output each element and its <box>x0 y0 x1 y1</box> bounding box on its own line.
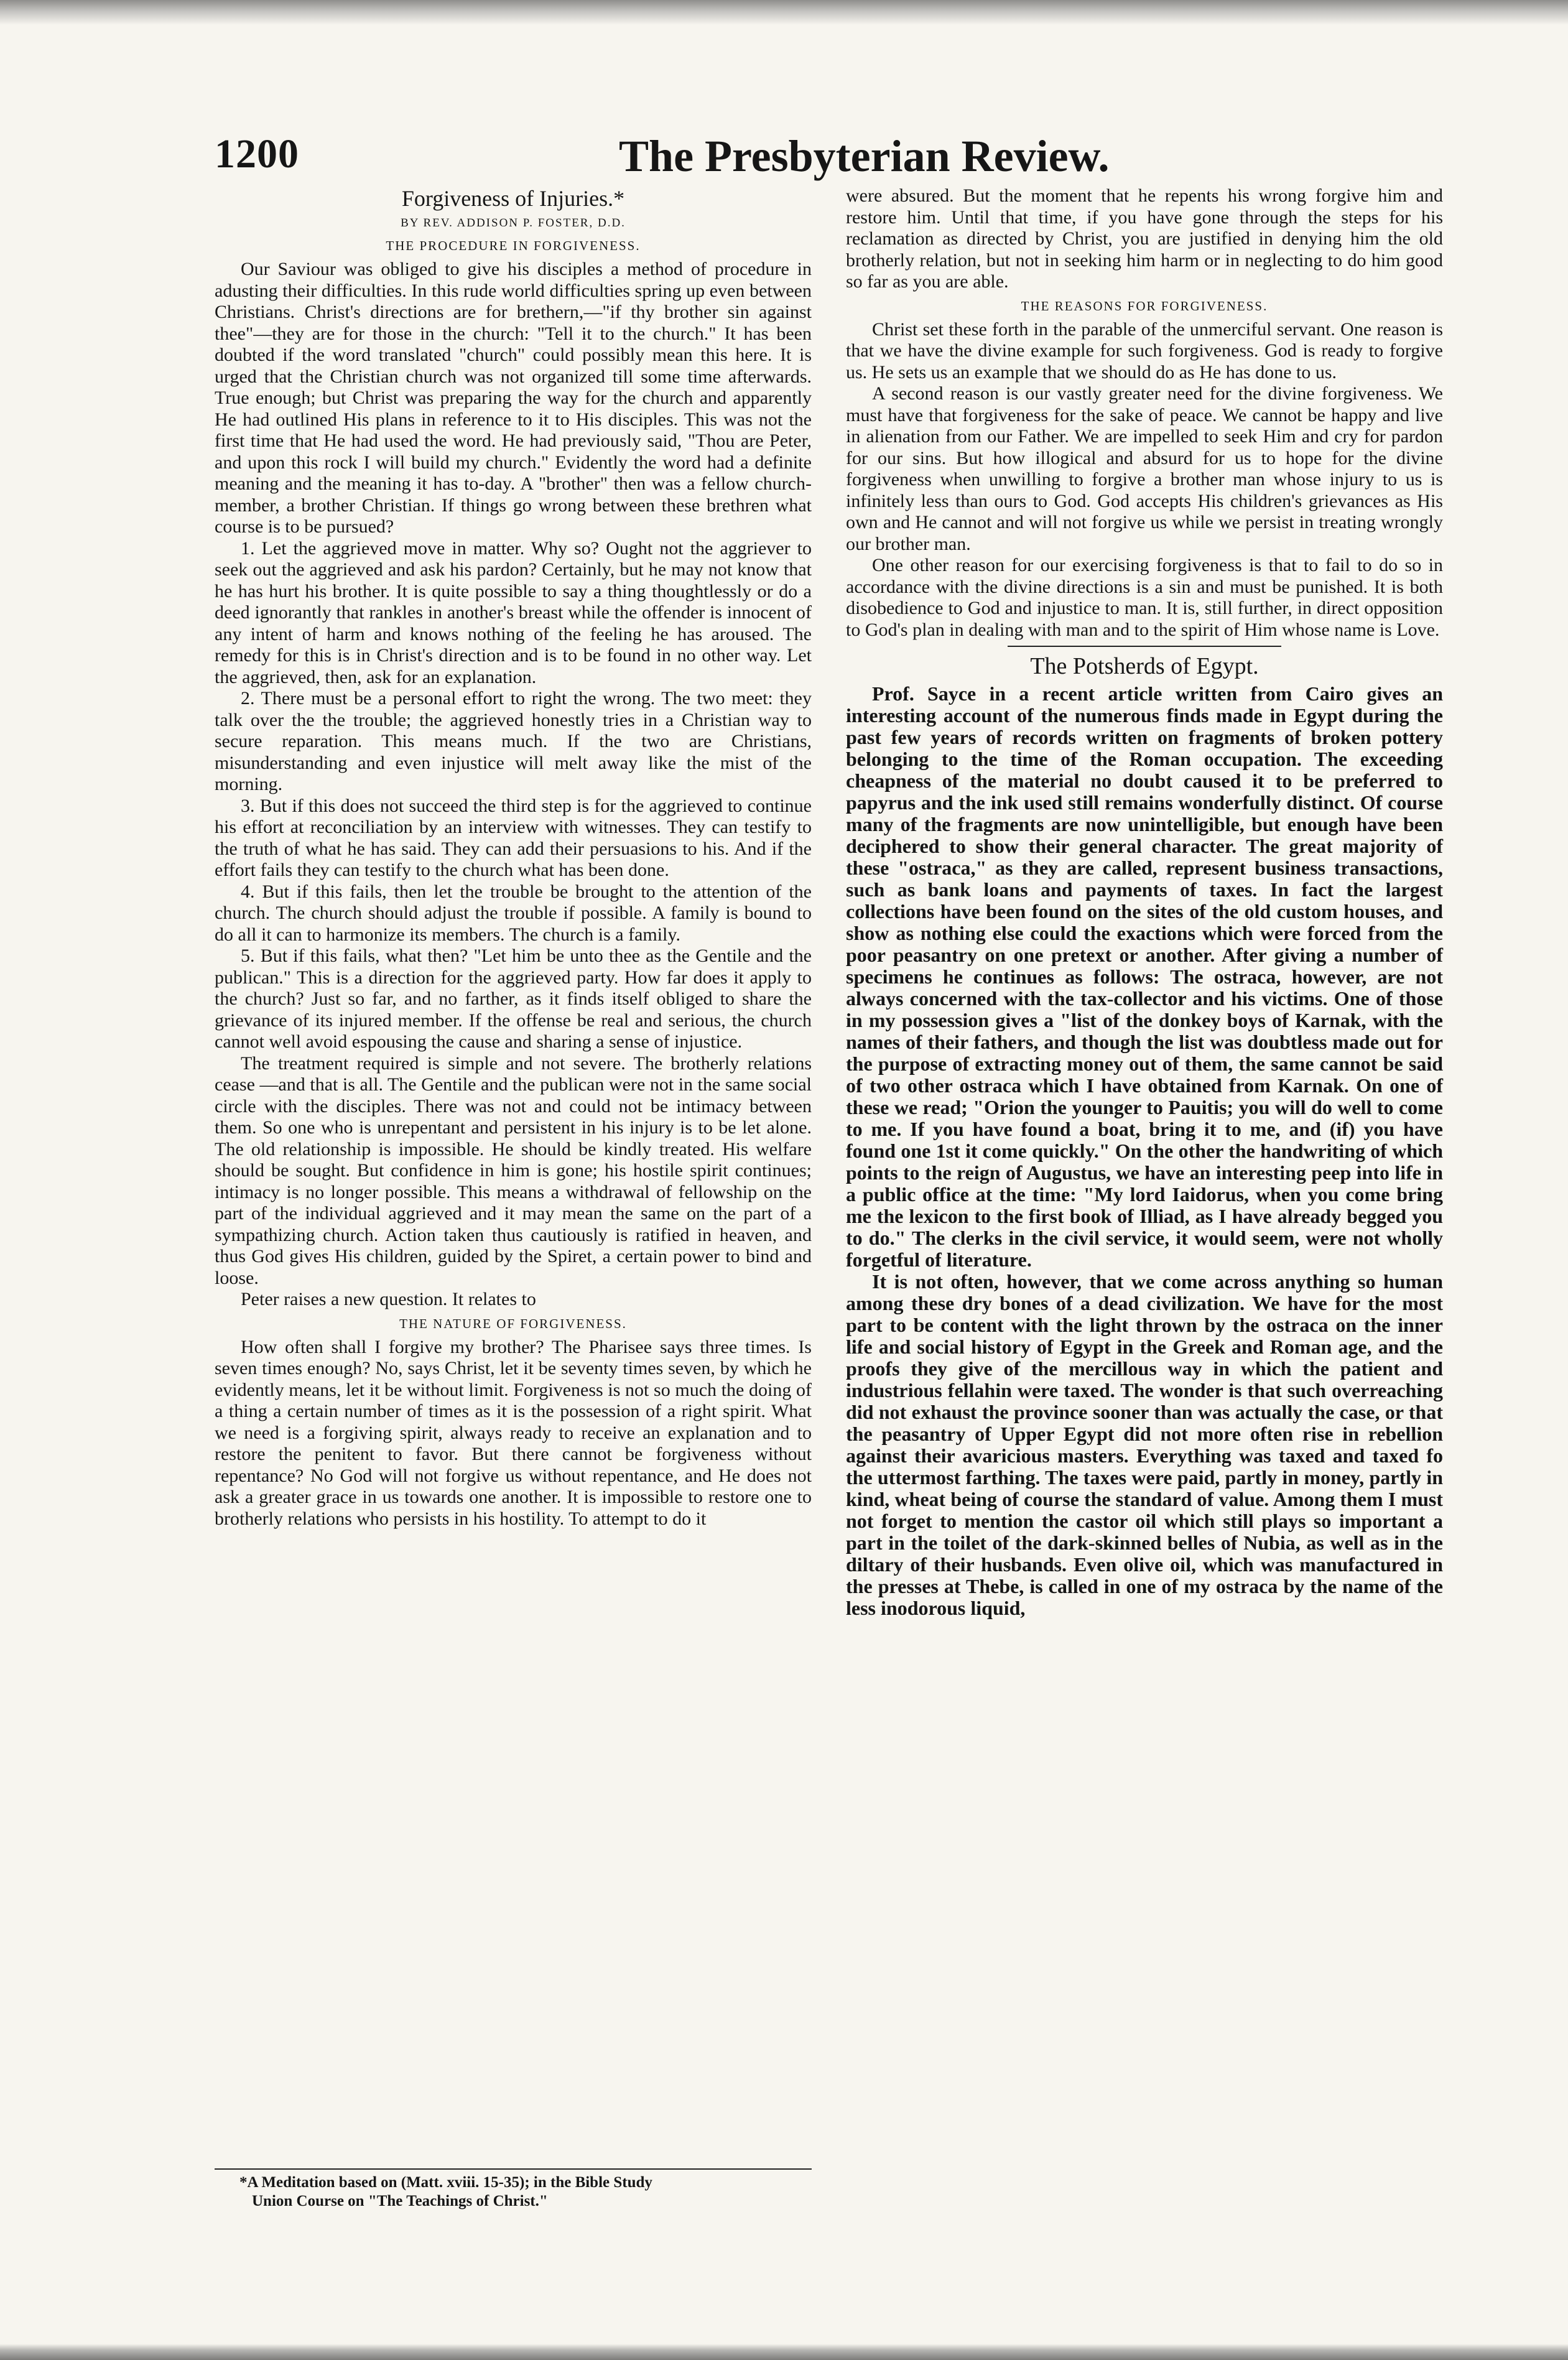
section-heading-reasons: THE REASONS FOR FORGIVENESS. <box>1021 298 1268 314</box>
left-column <box>215 185 812 2163</box>
paragraph: Our Saviour was obliged to give his disciples a method of procedure in adusting their difficulties. In this rude world difficulties spring up even between Christians. Christ's directions are for brethern,—"if thy brother sin against thee"—they are for those in the church: "Tell it to the church." It has been doubted if the word translated "church" could possibly mean this here. It is urged that the Christian church was not organized till some time afterwards. True enough; but Christ was preparing the way for the church and apparently He had outlined His plans in reference to it to His disciples. This was not the first time that He had used the word. He had previously said, "Thou are Peter, and upon this rock I will build my church." Evidently the word had a definite meaning and the meaning it has to-day. A "brother" then was a fellow church-member, a brother Christian. If things go wrong between these brethren what course is to be pursued? <box>215 259 812 537</box>
paragraph: The treatment required is simple and not severe. The brotherly relations cease —and that is all. The Gentile and the publican were not in the same social circle with the disciples. There was not and could not be intimacy between them. So one who is unrepentant and persistent in his injury is to be let alone. The old relationship is impossible. He should be kindly treated. His welfare should be sought. But confidence in him is gone; his hostile spirit continues; intimacy is no longer possible. This means a withdrawal of fellowship on the part of the individual aggrieved and it may mean the same on the part of a sympathizing church. Action taken thus cautiously is ratified in heaven, and thus God gives His children, guided by the Spiret, a certain power to bind and loose. <box>215 1052 812 1288</box>
section-heading-nature: THE NATURE OF FORGIVENESS. <box>399 1316 627 1331</box>
paragraph: Prof. Sayce in a recent article written from Cairo gives an interesting account of the numerous finds made in Egypt during the past few years of records written on fragments of broken pottery belonging to the time of the Roman occupation. The exceeding cheapness of the material no doubt caused it to be preferred to papyrus and the ink used still remains wonderfully distinct. Of course many of the fragments are now unintelligible, but enough have been deciphered to show their general character. The great majority of these "ostraca," as they are called, represent business transactions, such as bank loans and payments of taxes. In fact the largest collections have been found on the sites of the old custom houses, and show as nothing else could the exactions which were forced from the poor peasantry on one pretext or another. After giving a number of specimens he continues as follows: The ostraca, however, are not always concerned with the tax-collector and his victims. One of those in my possession gives a "list of the donkey boys of Karnak, with the names of their fathers, and though the list was doubtless made out for the purpose of extracting money out of them, the same cannot be said of two other ostraca which I have obtained from Karnak. On one of these we read; "Orion the younger to Pauitis; you will do well to come to me. If you have found a boat, bring it to me, and (if) you have found one 1st it come quickly." On the other the handwriting of which points to the reign of Augustus, we have an interesting peep into life in a public office at the time: "My lord Iaidorus, when you come bring me the lexicon to the first book of Illiad, as I have already begged you to do." The clerks in the civil service, it would seem, were not wholly forgetful of literature. <box>846 682 1443 1271</box>
scan-bottom-edge <box>0 2344 1568 2360</box>
journal-title: The Presbyterian Review. <box>619 131 1110 181</box>
scan-top-edge <box>0 0 1568 25</box>
footnote-line: *A Meditation based on (Matt. xviii. 15-35); in the Bible Study <box>239 2174 652 2191</box>
paragraph: It is not often, however, that we come across anything so human among these dry bones of a dead civilization. We have for the most part to be content with the light thrown by the ostraca on the inner life and social history of Egypt in the Greek and Roman age, and the proofs they give of the mercillous way in which the patient and industrious fellahin were taxed. The wonder is that such overreaching did not exhaust the province sooner than was actually the case, or that the peasantry of Upper Egypt did not more often rise in rebellion against their avaricious masters. Everything was taxed and taxed fo the uttermost farthing. The taxes were paid, partly in money, partly in kind, wheat being of course the standard of value. Among them I must not forget to mention the castor oil which still plays so important a part in the toilet of the dark-skinned belles of Nubia, as well as in the diltary of their husbands. Even olive oil, which was manufactured in the presses at Thebe, is called in one of my ostraca by the name of the less inodorous liquid, <box>846 1270 1443 1619</box>
paragraph: Peter raises a new question. It relates to <box>241 1289 536 1309</box>
paragraph: A second reason is our vastly greater need for the divine forgiveness. We must have that forgiveness for the sake of peace. We cannot be happy and live in alienation from our Father. We are impelled to seek Him and cry for pardon for our sins. But how illogical and absurd for us to hope for the divine forgiveness when unwilling to forgive a brother man whose injury to us is infinitely less than ours to God. God accepts His children's grievances as His own and He cannot and will not forgive us while we persist in treating wrongly our brother man. <box>846 383 1443 554</box>
paragraph: 4. But if this fails, then let the trouble be brought to the attention of the church. The church should adjust the trouble if possible. A family is bound to do all it can to harmonize its members. The church is a family. <box>215 881 812 945</box>
paragraph: 2. There must be a personal effort to right the wrong. The two meet: they talk over the the trouble; the aggrieved honestly tries in a Christian way to secure reparation. This means much. If the two are Christians, misunderstanding and even injustice will melt away like the mist of the morning. <box>215 688 812 794</box>
article-divider <box>1008 646 1281 647</box>
paragraph: How often shall I forgive my brother? The Pharisee says three times. Is seven times enough? No, says Christ, let it be seventy times seven, by which he evidently means, let it be without limit. Forgiveness is not so much the doing of a thing a certain number of times as it is the possession of a right spirit. What we need is a forgiving spirit, always ready to receive an explanation and to restore the penitent to favor. But there cannot be forgiveness without repentance? No God will not forgive us without repentance, and He does not ask a greater grace in us towards one another. It is impossible to restore one to brotherly relations who persists in his hostility. To attempt to do it <box>215 1336 812 1529</box>
article-byline: BY REV. ADDISON P. FOSTER, D.D. <box>401 216 626 230</box>
article-title: The Potsherds of Egypt. <box>1030 653 1259 679</box>
article-potsherds <box>846 652 1443 1619</box>
paragraph: One other reason for our exercising forgiveness is that to fail to do so in accordance with the divine directions is a sin and must be punished. It is both disobedience to God and injustice to man. It is, still further, in direct opposition to God's plan in dealing with man and to the spirit of Him whose name is Love. <box>846 555 1443 640</box>
footnote <box>215 2168 812 2211</box>
page-header <box>215 131 1359 180</box>
right-column <box>846 185 1443 2313</box>
article-title: Forgiveness of Injuries.* <box>401 186 625 211</box>
section-heading-procedure: THE PROCEDURE IN FORGIVENESS. <box>386 238 641 253</box>
page-number: 1200 <box>215 131 299 177</box>
paragraph: 1. Let the aggrieved move in matter. Why so? Ought not the aggriever to seek out the aggrieved and ask his pardon? Certainly, but he may not know that he has hurt his brother. It is quite possible to say a thing thoughtlessly or do a deed ignorantly that rankles in another's breast while the offender is innocent of any intent of harm and knows nothing of the feeling he has aroused. The remedy for this is in Christ's direction and is to be found in no other way. Let the aggrieved, then, ask for an explanation. <box>215 537 812 687</box>
paragraph: 5. But if this fails, what then? "Let him be unto thee as the Gentile and the publican." This is a direction for the aggrieved party. How far does it apply to the church? Just so far, and no farther, as it finds itself obliged to share the grievance of its injured member. If the offense be real and serious, the church cannot well avoid espousing the cause and sharing a sense of injustice. <box>215 945 812 1052</box>
paragraph: Christ set these forth in the parable of the unmerciful servant. One reason is that we have the divine example for such forgiveness. God is ready to forgive us. He sets us an example that we should do as He has done to us. <box>846 318 1443 383</box>
paragraph: 3. But if this does not succeed the third step is for the aggrieved to continue his effort at reconciliation by an interview with witnesses. They can testify to the truth of what he has said. They can add their persuasions to his. And if the effort fails they can testify to the church what has been done. <box>215 795 812 880</box>
footnote-line: Union Course on "The Teachings of Christ." <box>252 2193 548 2209</box>
paragraph: were absured. But the moment that he repents his wrong forgive him and restore him. Until that time, if you have gone through the steps for his reclamation as directed by Christ, you are justified in denying him the old brotherly relation, but not in seeking him harm or in neglecting to do him good so far as you are able. <box>846 185 1443 292</box>
